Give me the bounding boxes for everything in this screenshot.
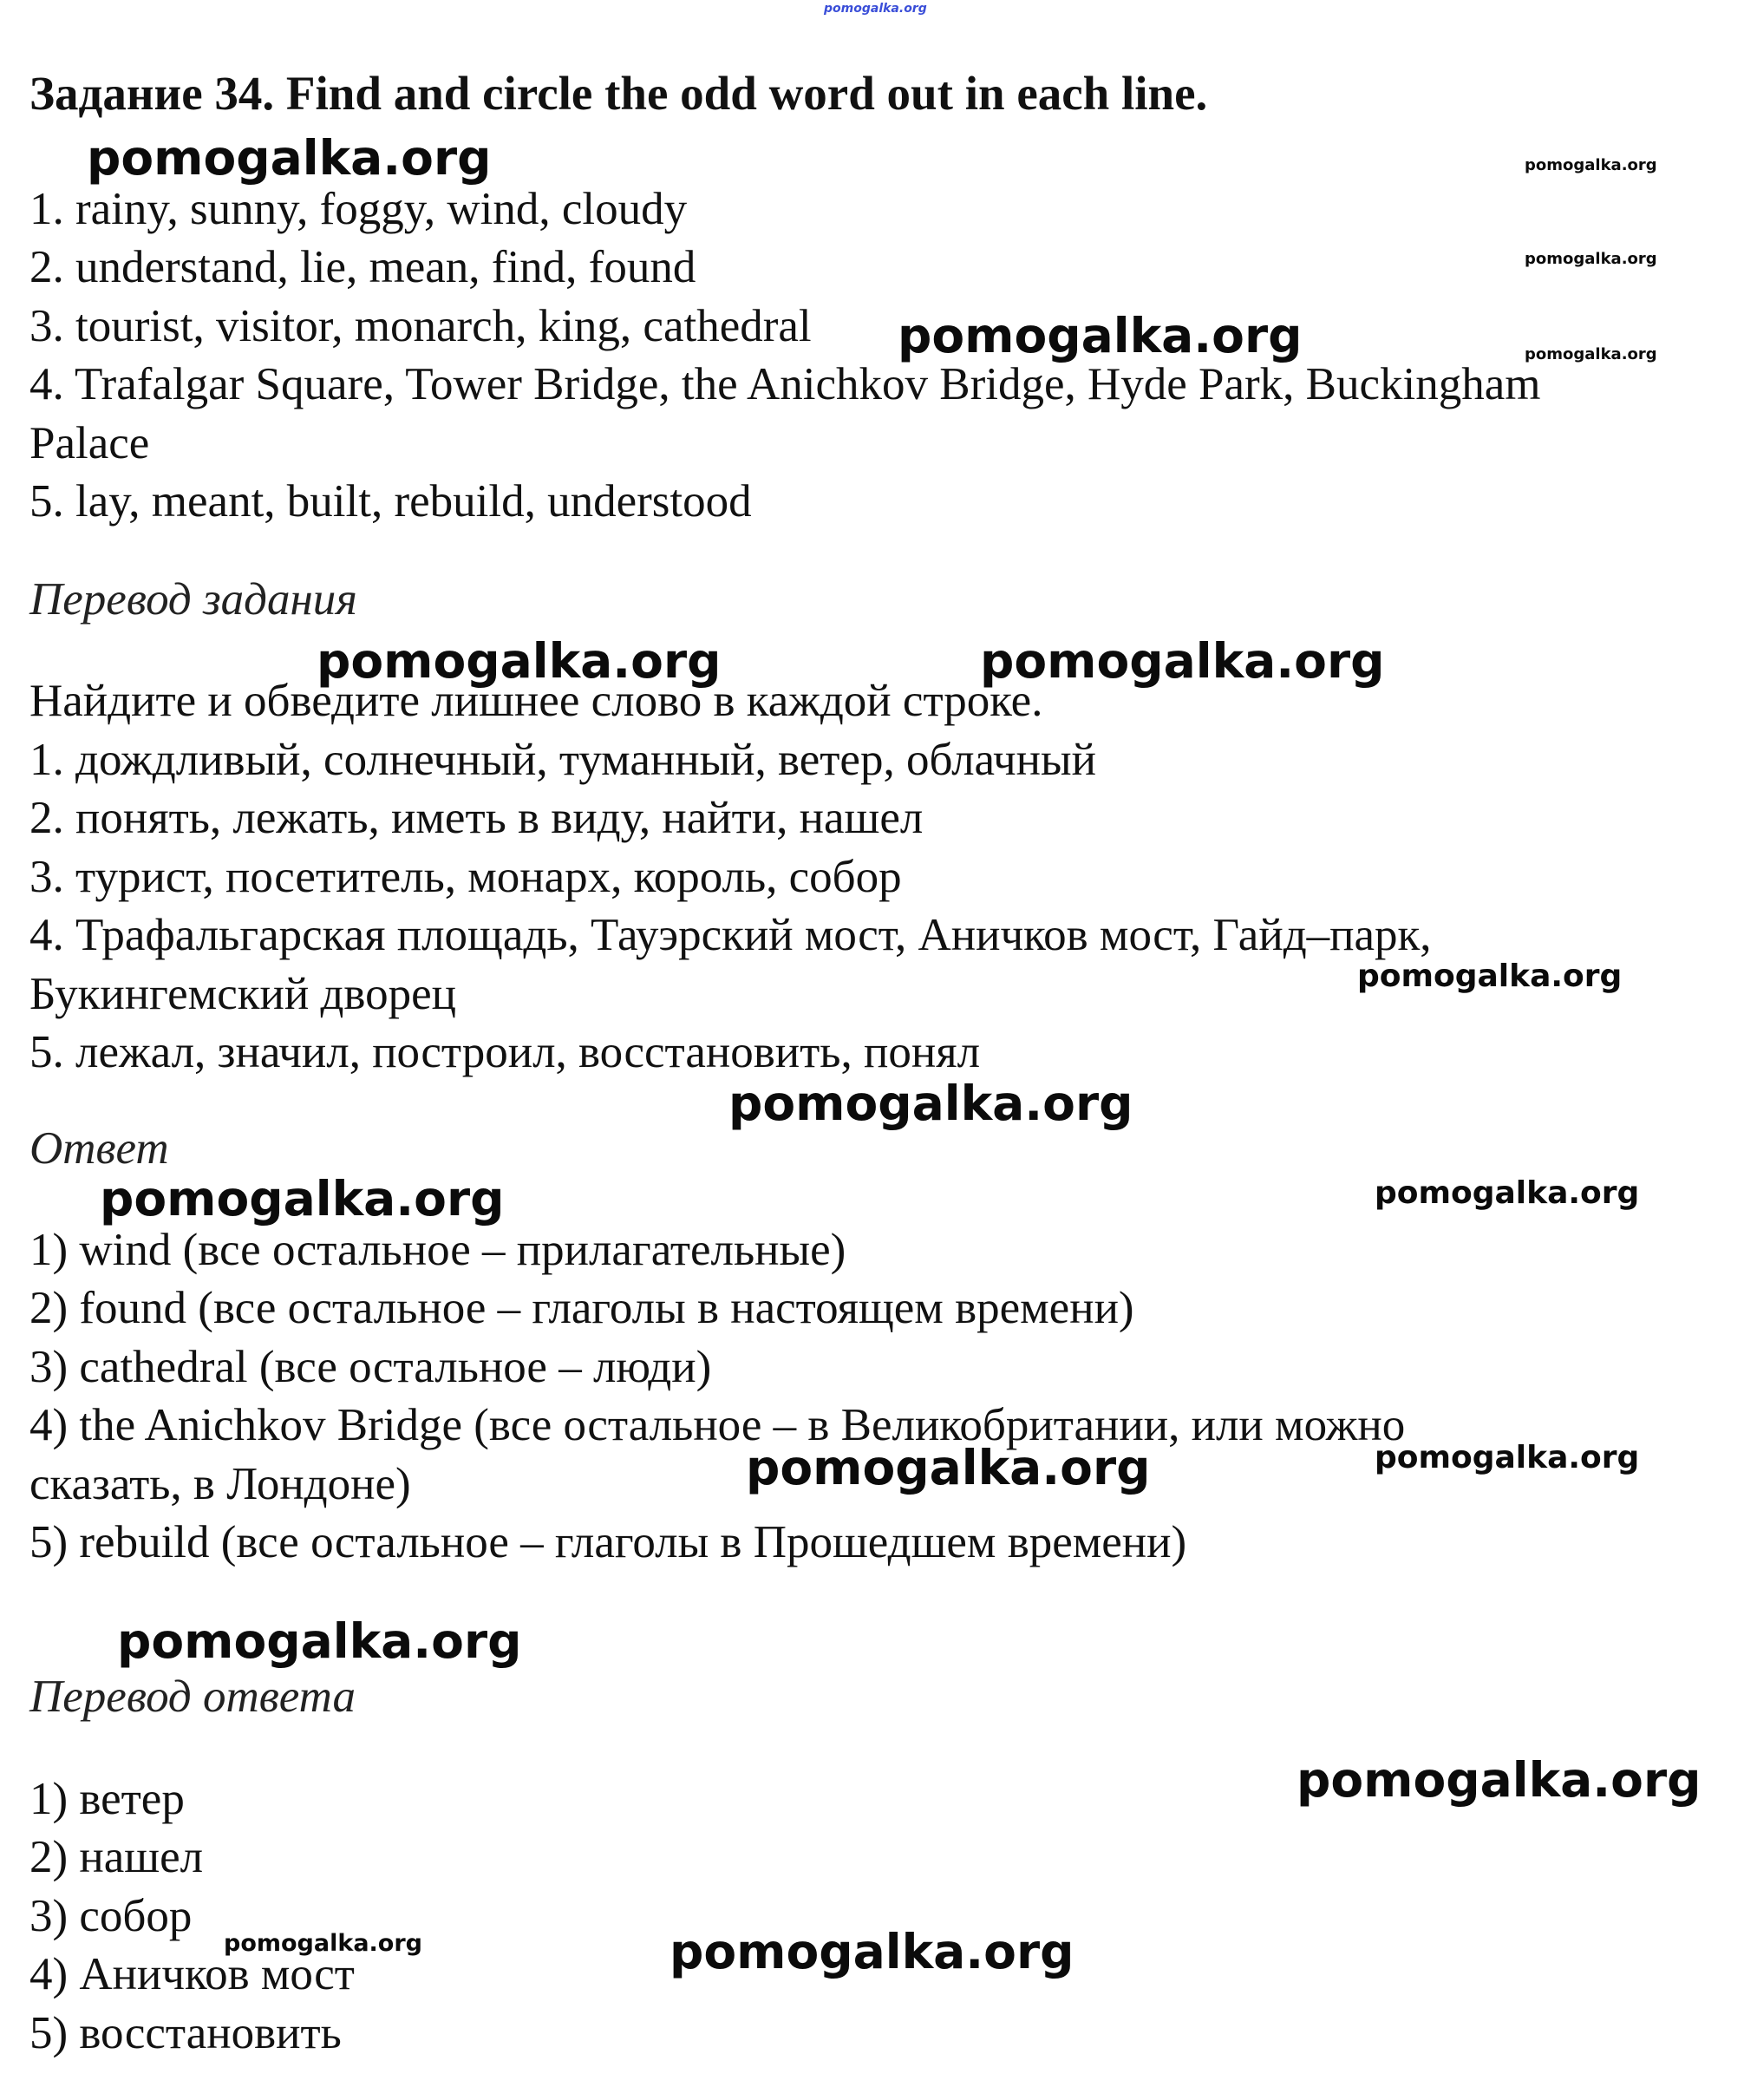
answer-translation-line: 3) собор — [29, 1891, 193, 1941]
task-line: 3. tourist, visitor, monarch, king, cathedral — [29, 301, 812, 351]
watermark: pomogalka.org — [746, 1440, 1151, 1495]
answer-line: 1) wind (все остальное – прилагательные) — [29, 1225, 846, 1275]
answer-translation-line: 1) ветер — [29, 1774, 185, 1824]
answer-translation-line: 4) Аничков мост — [29, 1949, 355, 1999]
answer-line: 5) rebuild (все остальное – глаголы в Прошедшем времени) — [29, 1517, 1187, 1567]
watermark-top: pomogalka.org — [824, 2, 927, 16]
task-line: Palace — [29, 418, 150, 468]
task-title: Задание 34. Find and circle the odd word out in each line. — [29, 67, 1208, 120]
watermark: pomogalka.org — [1375, 1440, 1640, 1475]
task-translation-line: 3. турист, посетитель, монарх, король, собор — [29, 852, 902, 902]
watermark: pomogalka.org — [317, 633, 722, 689]
watermark: pomogalka.org — [100, 1171, 505, 1227]
task-translation-line: 5. лежал, значил, построил, восстановить, понял — [29, 1027, 981, 1077]
answer-line: 2) found (все остальное – глаголы в настоящем времени) — [29, 1283, 1134, 1333]
task-line: 1. rainy, sunny, foggy, wind, cloudy — [29, 184, 688, 234]
answer-line: 3) cathedral (все остальное – люди) — [29, 1342, 712, 1392]
watermark: pomogalka.org — [728, 1076, 1133, 1131]
answer-heading: Ответ — [29, 1123, 169, 1174]
answer-translation-line: 2) нашел — [29, 1832, 204, 1882]
watermark: pomogalka.org — [670, 1924, 1074, 1979]
task-line: 4. Trafalgar Square, Tower Bridge, the Anichkov Bridge, Hyde Park, Buckingham — [29, 359, 1541, 409]
watermark: pomogalka.org — [1297, 1752, 1702, 1808]
watermark: pomogalka.org — [1357, 958, 1623, 994]
task-line: 5. lay, meant, built, rebuild, understood — [29, 476, 752, 527]
task-translation-intro: Найдите и обведите лишнее слово в каждой строке. — [29, 676, 1043, 726]
watermark: pomogalka.org — [1525, 250, 1657, 268]
watermark: pomogalka.org — [898, 308, 1303, 363]
task-translation-heading: Перевод задания — [29, 574, 357, 625]
task-translation-line: Букингемский дворец — [29, 969, 456, 1019]
task-translation-line: 4. Трафальгарская площадь, Тауэрский мост, Аничков мост, Гайд–парк, — [29, 910, 1432, 960]
watermark: pomogalka.org — [1525, 345, 1657, 363]
answer-line: сказать, в Лондоне) — [29, 1459, 411, 1509]
answer-line: 4) the Anichkov Bridge (все остальное – в Великобритании, или можно — [29, 1400, 1406, 1450]
task-line: 2. understand, lie, mean, find, found — [29, 242, 696, 292]
watermark: pomogalka.org — [87, 130, 492, 186]
watermark: pomogalka.org — [117, 1613, 522, 1669]
task-translation-line: 2. понять, лежать, иметь в виду, найти, нашел — [29, 793, 924, 843]
answer-translation-line: 5) восстановить — [29, 2008, 342, 2058]
watermark: pomogalka.org — [1525, 156, 1657, 174]
task-translation-line: 1. дождливый, солнечный, туманный, ветер, облачный — [29, 735, 1096, 785]
answer-translation-heading: Перевод ответа — [29, 1671, 356, 1722]
watermark: pomogalka.org — [980, 633, 1385, 689]
watermark: pomogalka.org — [224, 1930, 422, 1957]
watermark: pomogalka.org — [1375, 1175, 1640, 1211]
